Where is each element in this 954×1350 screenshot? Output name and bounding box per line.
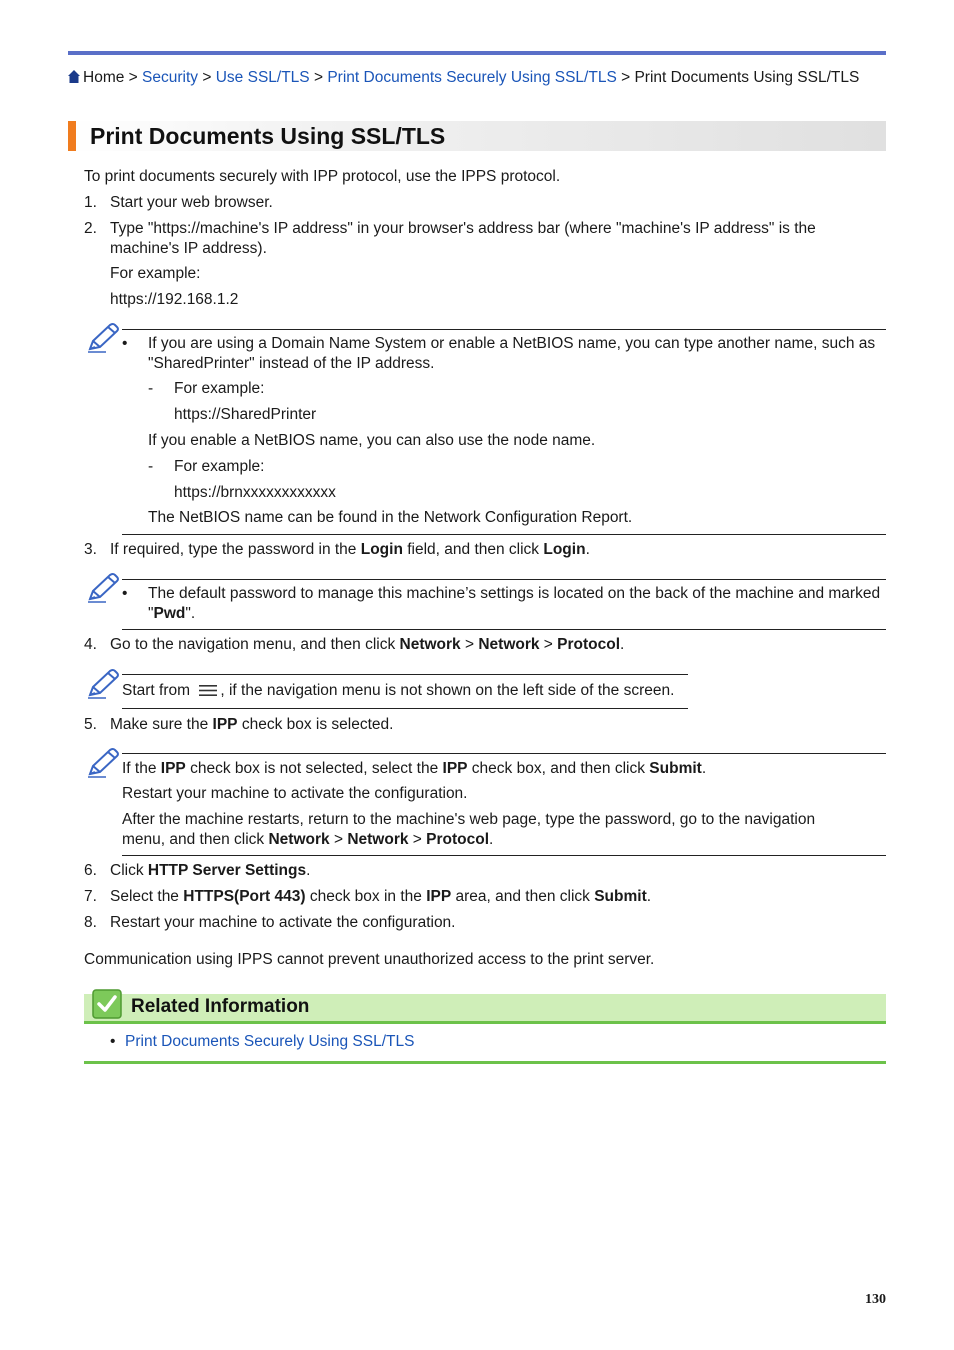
note-1-netbios-text: If you enable a NetBIOS name, you can also use the node name. (148, 432, 596, 449)
breadcrumb-use-ssl-link[interactable]: Use SSL/TLS (215, 69, 310, 86)
intro-text: To print documents securely with IPP protocol, use the IPPS protocol. (84, 168, 561, 185)
page-title: Print Documents Using SSL/TLS (90, 123, 446, 149)
closing-text: Communication using IPPS cannot prevent unauthorized access to the print server. (84, 951, 655, 968)
step-number: 2. (84, 220, 97, 237)
note-1-report-text: The NetBIOS name can be found in the Network Configuration Report. (148, 509, 633, 526)
note-1-text: If you are using a Domain Name System or enable a NetBIOS name, you can type another name, such as "SharedPrinter" instead of the IP address. (148, 335, 876, 372)
page-number: 130 (865, 1292, 886, 1307)
home-icon (68, 70, 80, 83)
pencil-note-icon (86, 572, 120, 604)
title-bar (68, 121, 886, 151)
related-info-title: Related Information (131, 996, 310, 1017)
note-2-text: The default password to manage this machine’s settings is located on the back of the machine and marked "Pwd". (148, 585, 881, 622)
breadcrumb: Home > Security > Use SSL/TLS > Print Documents Securely Using SSL/TLS > Print Documents Using SSL/TLS (68, 68, 886, 88)
note-4-line-2: Restart your machine to activate the configuration. (122, 785, 468, 802)
hamburger-menu-icon (198, 684, 218, 697)
related-info-bottom-rule (84, 1061, 886, 1064)
top-rule (68, 51, 886, 55)
step-5-text: Make sure the IPP check box is selected. (110, 716, 394, 733)
pencil-note-icon (86, 668, 120, 700)
step-2-example-label: For example: (110, 265, 201, 282)
checkmark-icon (92, 989, 122, 1019)
breadcrumb-print-secure-link[interactable]: Print Documents Securely Using SSL/TLS (327, 69, 617, 86)
note-top-rule (122, 329, 886, 330)
step-number: 7. (84, 888, 97, 905)
step-number: 3. (84, 541, 97, 558)
step-2-text: Type "https://machine's IP address" in your browser's address bar (where "machine's IP address" is the machine's IP address). (110, 220, 816, 257)
breadcrumb-security-link[interactable]: Security (142, 69, 199, 86)
note-bottom-rule (122, 708, 688, 709)
step-number: 5. (84, 716, 97, 733)
step-number: 6. (84, 862, 97, 879)
note-4-line-1: If the IPP check box is not selected, select the IPP check box, and then click Submit. (122, 760, 707, 777)
note-1-example-label-2: For example: (174, 458, 265, 475)
step-3-text: If required, type the password in the Login field, and then click Login. (110, 541, 590, 558)
note-1-example-2: https://brnxxxxxxxxxxxx (174, 484, 336, 501)
note-3-text: Start from , if the navigation menu is not shown on the left side of the screen. (122, 682, 675, 699)
step-7-text: Select the HTTPS(Port 443) check box in the IPP area, and then click Submit. (110, 888, 652, 905)
pencil-note-icon (86, 747, 120, 779)
title-accent (68, 121, 76, 151)
note-bottom-rule (122, 629, 886, 630)
note-1-example: https://SharedPrinter (174, 406, 317, 423)
related-info-rule (84, 1021, 886, 1024)
note-top-rule (122, 579, 886, 580)
step-number: 4. (84, 636, 97, 653)
breadcrumb-current: Print Documents Using SSL/TLS (634, 69, 860, 86)
step-6-text: Click HTTP Server Settings. (110, 862, 311, 879)
note-bottom-rule (122, 855, 886, 856)
related-link-print-secure[interactable]: Print Documents Securely Using SSL/TLS (125, 1033, 415, 1050)
step-1-text: Start your web browser. (110, 194, 273, 211)
note-top-rule (122, 753, 886, 754)
pencil-note-icon (86, 322, 120, 354)
note-1-example-label: For example: (174, 380, 265, 397)
step-number: 8. (84, 914, 97, 931)
note-4-line-3: After the machine restarts, return to the machine's web page, type the password, go to the navigation menu, and then click Network > Network > Protocol. (122, 811, 816, 848)
note-bottom-rule (122, 534, 886, 535)
step-number: 1. (84, 194, 97, 211)
note-top-rule (122, 674, 688, 675)
breadcrumb-home[interactable]: Home (83, 69, 125, 86)
step-2-example: https://192.168.1.2 (110, 291, 239, 308)
step-4-text: Go to the navigation menu, and then click Network > Network > Protocol. (110, 636, 625, 653)
step-8-text: Restart your machine to activate the configuration. (110, 914, 456, 931)
